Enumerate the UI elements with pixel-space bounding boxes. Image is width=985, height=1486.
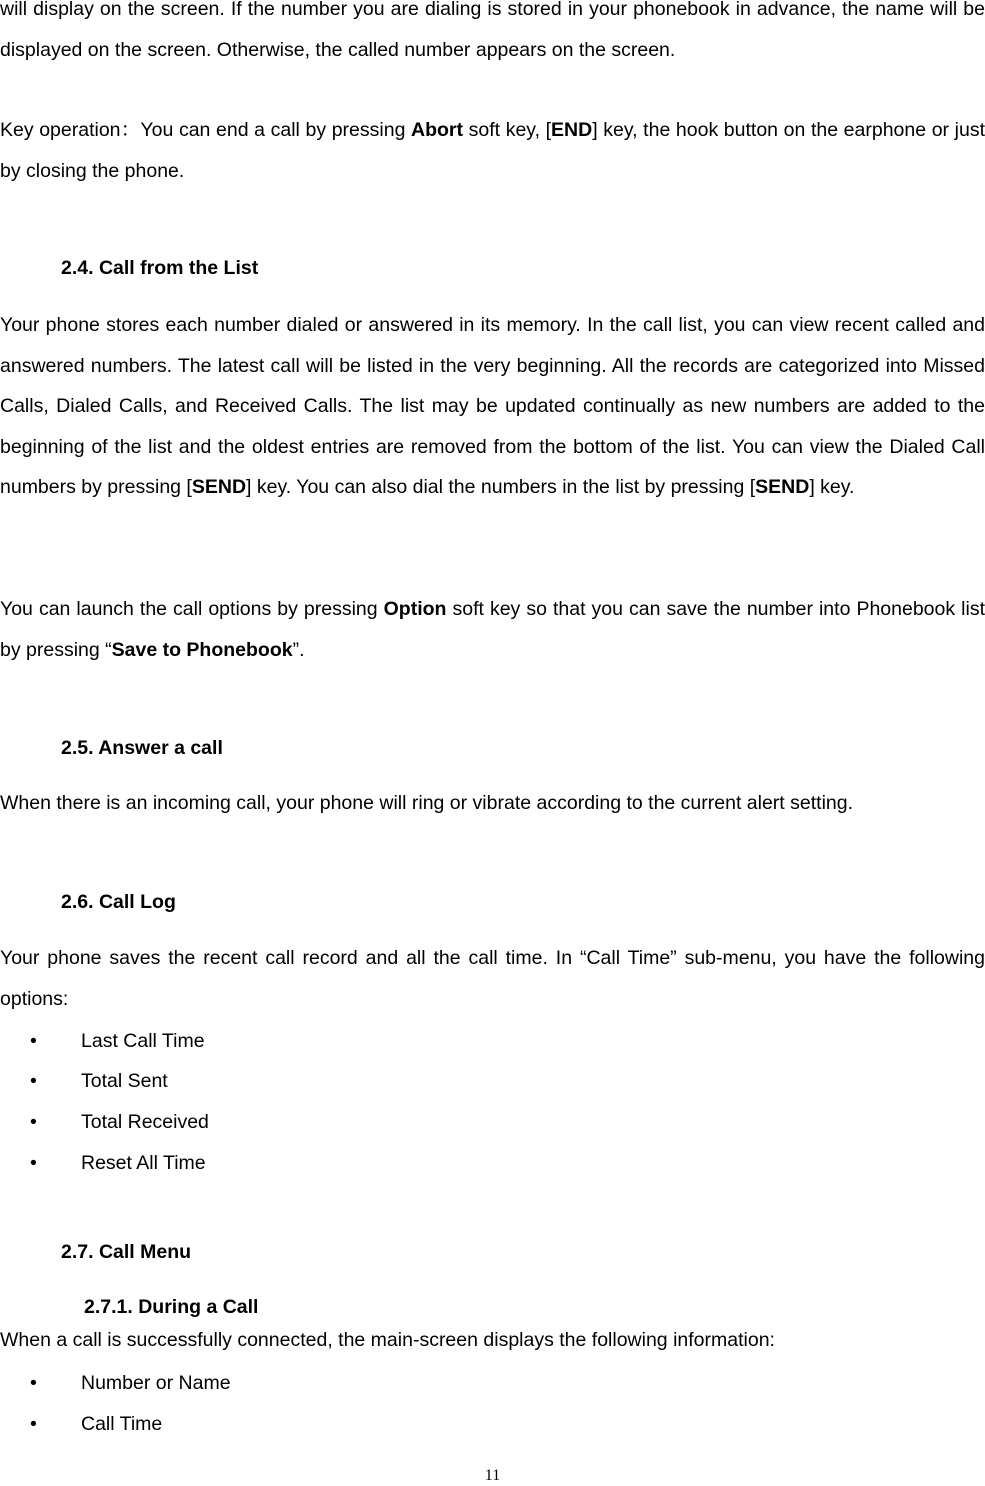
option-softkey-label: Option [383,598,447,620]
list-item [30,1149,206,1177]
heading-call-from-list: 2.4. Call from the List [61,257,259,279]
bullet-icon: • [30,1152,37,1174]
list-item-label: Reset All Time [81,1152,206,1174]
list-item [30,1369,231,1397]
heading-answer-call: 2.5. Answer a call [61,737,223,759]
text: ] key. [809,476,855,498]
text: soft key, [ [463,119,552,141]
heading-during-call: 2.7.1. During a Call [84,1296,259,1318]
text: Your phone saves the recent call record and all the call time. In “Call Time” sub-menu, you have the following options: [0,947,985,1010]
text: soft key so that you can save the number into Phonebook list by pressing “ [0,598,985,661]
list-item [30,1067,168,1095]
bullet-icon: • [30,1372,37,1394]
bullet-icon: • [30,1413,37,1435]
paragraph-call-options [0,589,985,670]
list-item [30,1410,162,1438]
list-item [30,1108,209,1136]
list-item-label: Total Sent [81,1070,168,1092]
send-key-label: SEND [191,476,247,498]
text: When there is an incoming call, your phone will ring or vibrate according to the current alert setting. [0,792,854,814]
send-key-label: SEND [755,476,810,498]
text: When a call is successfully connected, the main-screen displays the following information: [0,1329,775,1351]
bullet-icon: • [30,1070,37,1092]
paragraph-call-log [0,938,985,1019]
end-key-label: END [551,119,593,141]
list-item [30,1027,205,1055]
paragraph-answer [0,783,985,824]
text: ] key, the hook button on the earphone or just by closing the phone. [0,119,985,182]
save-to-phonebook-label: Save to Phonebook [111,638,293,661]
bullet-icon: • [30,1030,37,1052]
text: ”. [292,638,305,661]
text: You can launch the call options by pressing [0,598,384,620]
list-item-label: Last Call Time [81,1030,205,1052]
text: will display on the screen. If the number you are dialing is stored in your phonebook in advance, the name will be displayed on the screen. Otherwise, the called number appears on the screen. [0,0,985,61]
paragraph-call-list [0,305,985,508]
list-item-label: Call Time [81,1413,163,1435]
list-item-label: Total Received [81,1111,209,1133]
text: Key operation：You can end a call by pressing [0,119,412,141]
heading-call-menu: 2.7. Call Menu [61,1241,192,1263]
abort-softkey-label: Abort [411,119,464,141]
bullet-icon: • [30,1111,37,1133]
list-item-label: Number or Name [81,1372,231,1394]
paragraph-key-operation [0,110,985,191]
text: ] key. You can also dial the numbers in the list by pressing [ [246,476,756,498]
heading-call-log: 2.6. Call Log [61,891,176,913]
page-number: 11 [484,1467,501,1484]
text: Your phone stores each number dialed or answered in its memory. In the call list, you can view recent called and answered numbers. The latest call will be listed in the very beginning. All the records are categorized into Missed Calls, Dialed Calls, and Received Calls. The list may be updated continually as new numbers are added to the beginning of the list and the oldest entries are removed from the bottom of the list. You can view the Dialed Call numbers by pressing [ [0,314,985,498]
paragraph-intro [0,0,985,70]
paragraph-during-call [0,1320,985,1361]
